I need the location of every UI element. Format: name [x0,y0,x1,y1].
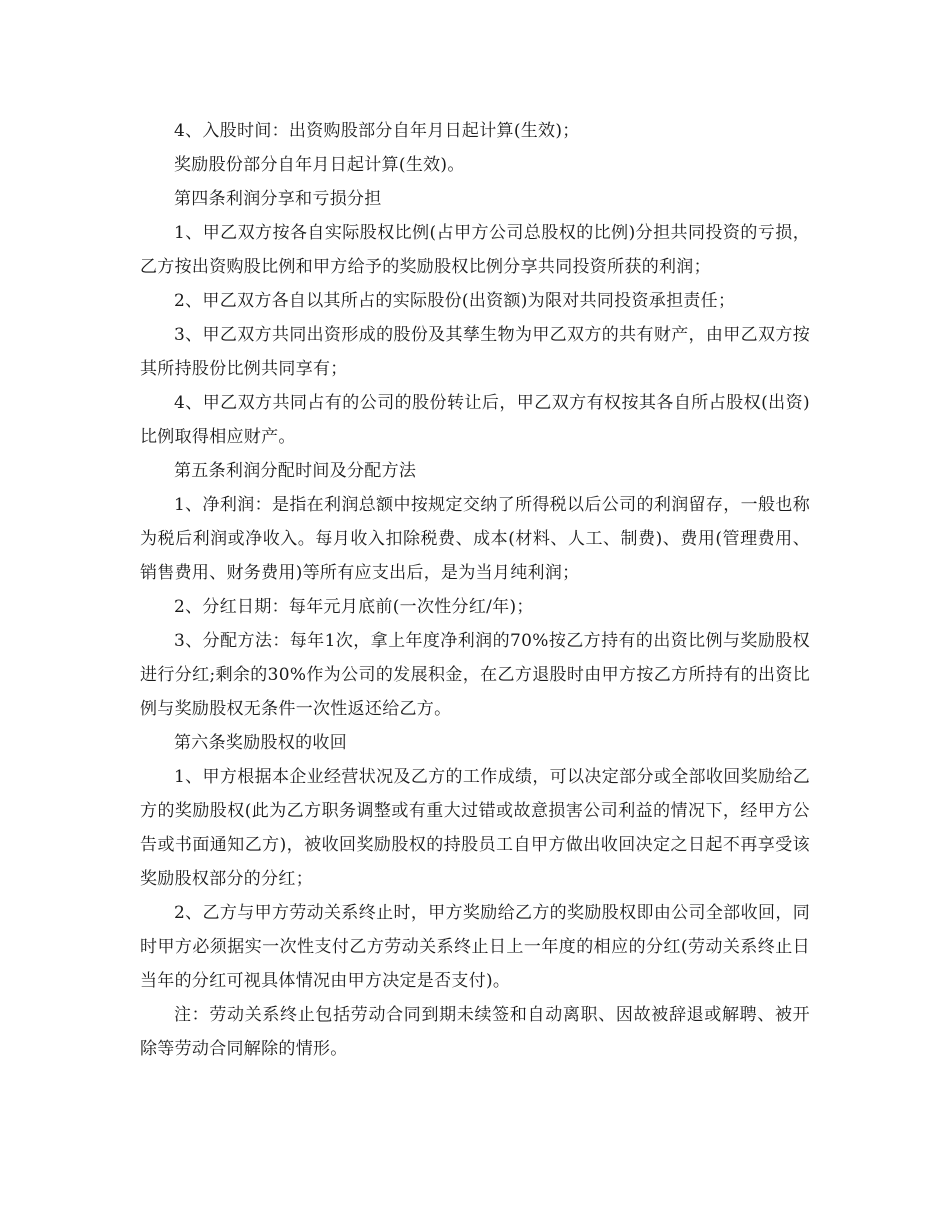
paragraph: 3、分配方法：每年1次，拿上年度净利润的70%按乙方持有的出资比例与奖励股权进行分红;剩余的30%作为公司的发展积金，在乙方退股时由甲方按乙方所持有的出资比例与奖励股权无条件一次性返还给乙方。 [140,631,810,719]
paragraph: 2、甲乙双方各自以其所占的实际股份(出资额)为限对共同投资承担责任； [174,291,736,311]
paragraph: 4、甲乙双方共同占有的公司的股份转让后，甲乙双方有权按其各自所占股权(出资)比例取得相应财产。 [140,393,810,447]
document-body [140,114,810,1066]
paragraph: 奖励股份部分自年月日起计算(生效)。 [174,155,465,175]
paragraph: 3、甲乙双方共同出资形成的股份及其孳生物为甲乙双方的共有财产，由甲乙双方按其所持股份比例共同享有； [140,325,810,379]
paragraph: 2、分红日期：每年元月底前(一次性分红/年)； [174,597,534,617]
section-heading: 第四条利润分享和亏损分担 [174,189,382,209]
section-heading: 第五条利润分配时间及分配方法 [174,461,417,481]
paragraph: 4、入股时间：出资购股部分自年月日起计算(生效)； [174,121,580,141]
paragraph: 2、乙方与甲方劳动关系终止时，甲方奖励给乙方的奖励股权即由公司全部收回，同时甲方必须据实一次性支付乙方劳动关系终止日上一年度的相应的分红(劳动关系终止日当年的分红可视具体情况由甲方决定是否支付)。 [140,903,810,991]
paragraph: 1、净利润：是指在利润总额中按规定交纳了所得税以后公司的利润留存，一般也称为税后利润或净收入。每月收入扣除税费、成本(材料、人工、制费)、费用(管理费用、销售费用、财务费用)等所有应支出后，是为当月纯利润； [140,495,810,583]
paragraph: 1、甲乙双方按各自实际股权比例(占甲方公司总股权的比例)分担共同投资的亏损，乙方按出资购股比例和甲方给予的奖励股权比例分享共同投资所获的利润； [140,223,810,277]
section-heading: 第六条奖励股权的收回 [174,733,347,753]
note-paragraph: 注：劳动关系终止包括劳动合同到期未续签和自动离职、因故被辞退或解聘、被开除等劳动合同解除的情形。 [140,1005,810,1059]
paragraph: 1、甲方根据本企业经营状况及乙方的工作成绩，可以决定部分或全部收回奖励给乙方的奖励股权(此为乙方职务调整或有重大过错或故意损害公司利益的情况下，经甲方公告或书面通知乙方)，被收回奖励股权的持股员工自甲方做出收回决定之日起不再享受该奖励股权部分的分红； [140,767,810,889]
